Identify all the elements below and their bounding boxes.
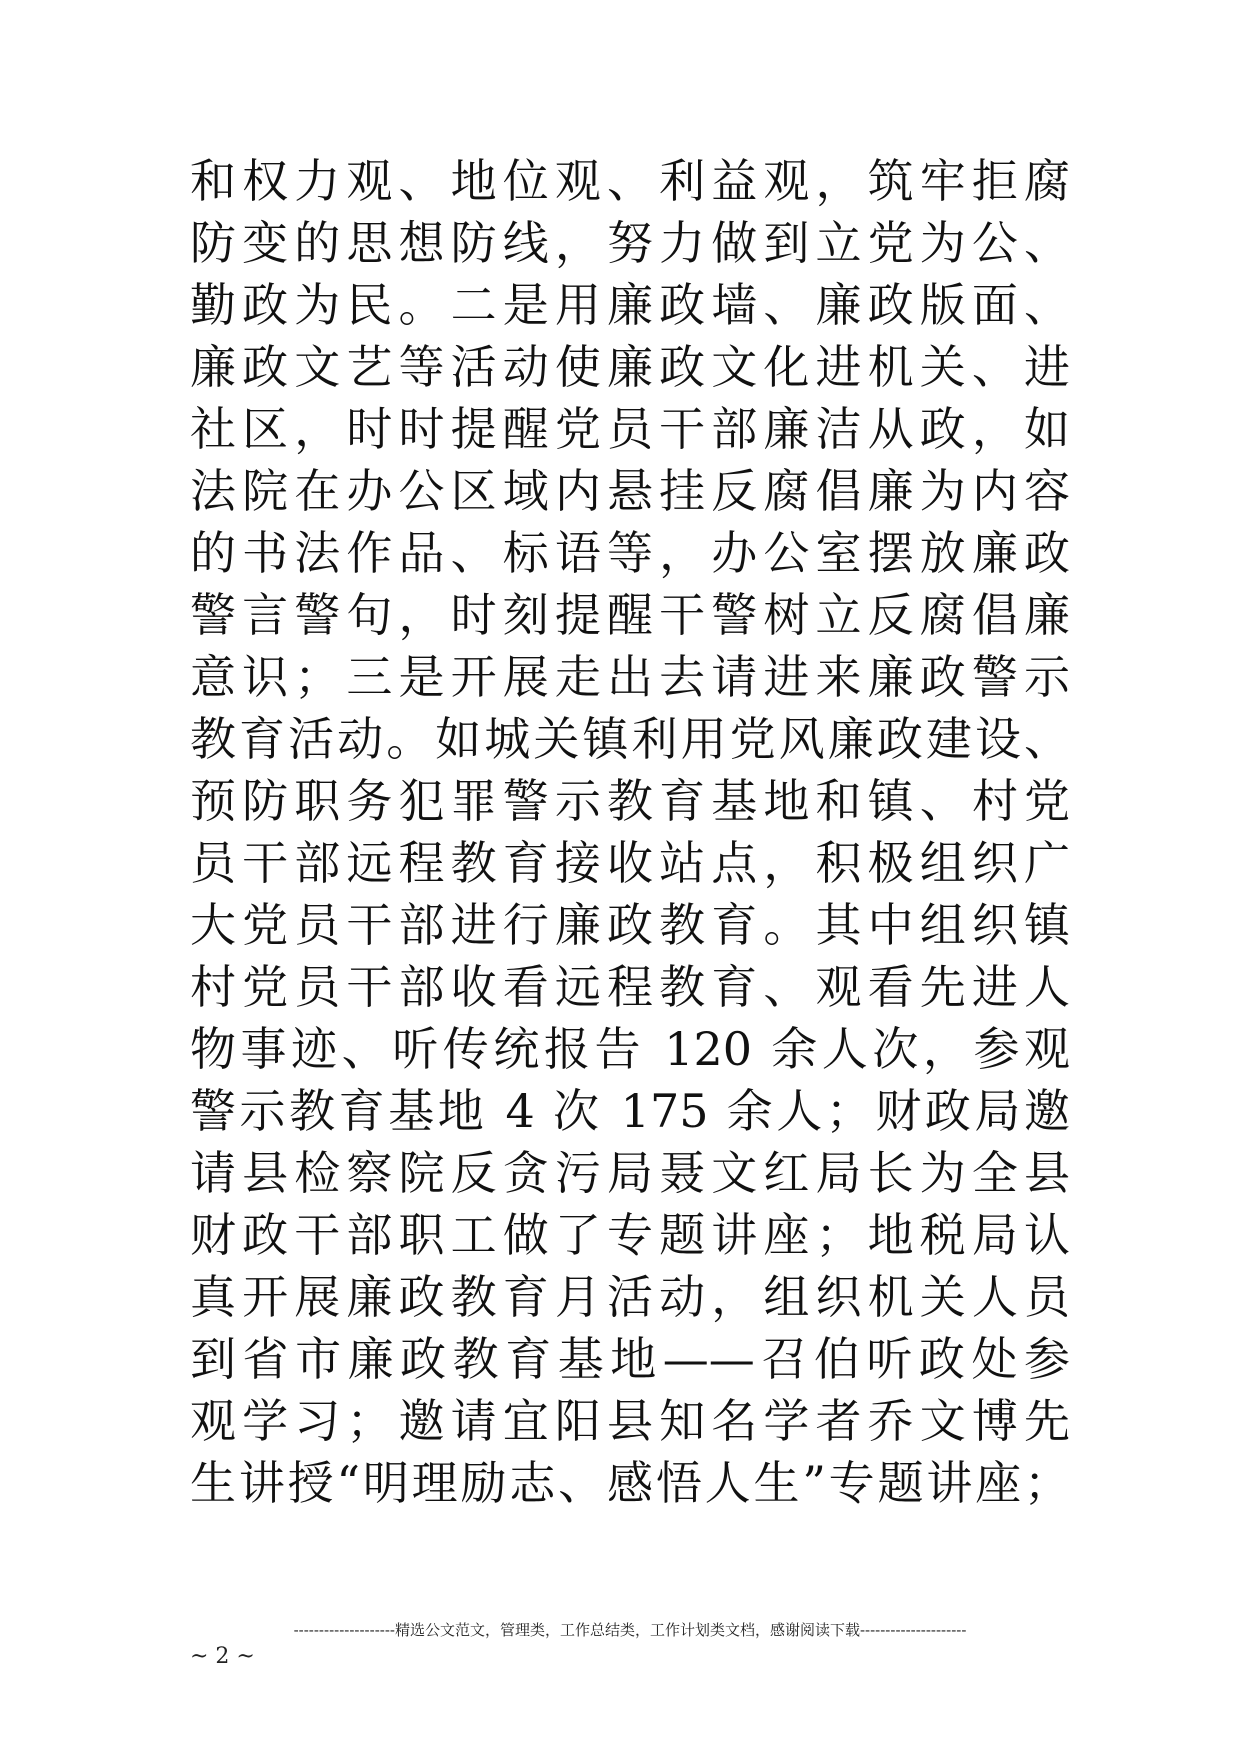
text-line: 社区，时时提醒党员干部廉洁从政，如: [190, 402, 1070, 456]
text-line: 请县检察院反贪污局聂文红局长为全县: [190, 1146, 1070, 1200]
text-line: 物事迹、听传统报告 120 余人次，参观: [190, 1022, 1070, 1076]
text-line: 观学习；邀请宜阳县知名学者乔文博先: [190, 1394, 1070, 1448]
page-number: ~ 2 ~: [190, 1644, 255, 1669]
text-line: 法院在办公区域内悬挂反腐倡廉为内容: [190, 464, 1070, 518]
text-line: 的书法作品、标语等，办公室摆放廉政: [190, 526, 1070, 580]
text-line: 大党员干部进行廉政教育。其中组织镇: [190, 898, 1070, 952]
text-line: 勤政为民。二是用廉政墙、廉政版面、: [190, 278, 1070, 332]
footer-note: --------------------精选公文范文，管理类，工作总结类，工作计划类文档，感谢阅读下载---------------------: [293, 1621, 967, 1639]
text-line: 村党员干部收看远程教育、观看先进人: [190, 960, 1070, 1014]
text-line: 警言警句，时刻提醒干警树立反腐倡廉: [190, 588, 1070, 642]
text-line: 生讲授“明理励志、感悟人生”专题讲座；: [190, 1456, 1070, 1510]
text-line: 警示教育基地 4 次 175 余人；财政局邀: [190, 1084, 1070, 1138]
text-line: 财政干部职工做了专题讲座；地税局认: [190, 1208, 1070, 1262]
text-line: 防变的思想防线，努力做到立党为公、: [190, 216, 1070, 270]
text-line: 预防职务犯罪警示教育基地和镇、村党: [190, 774, 1070, 828]
text-line: 真开展廉政教育月活动，组织机关人员: [190, 1270, 1070, 1324]
text-line: 和权力观、地位观、利益观，筑牢拒腐: [190, 154, 1070, 208]
text-line: 教育活动。如城关镇利用党风廉政建设、: [190, 712, 1070, 766]
text-line: 意识；三是开展走出去请进来廉政警示: [190, 650, 1070, 704]
text-line: 廉政文艺等活动使廉政文化进机关、进: [190, 340, 1070, 394]
text-line: 到省市廉政教育基地——召伯听政处参: [190, 1332, 1070, 1386]
body-paragraph: [190, 150, 1070, 1514]
text-line: 员干部远程教育接收站点，积极组织广: [190, 836, 1070, 890]
